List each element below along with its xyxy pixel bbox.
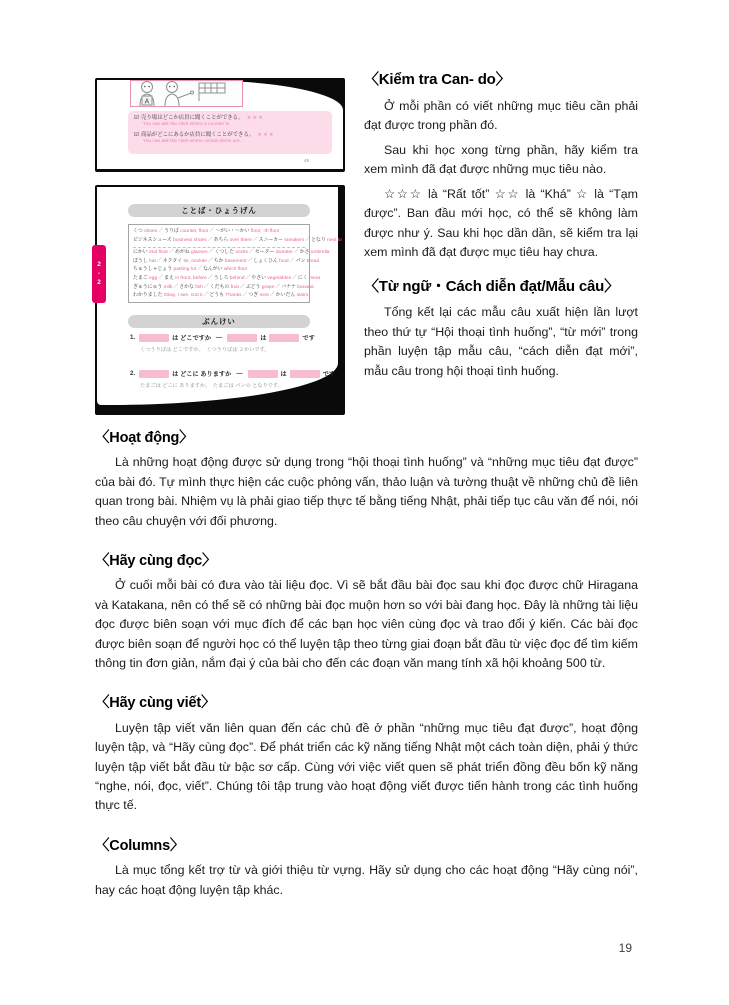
vocab-en: banana	[297, 284, 314, 290]
vocab-en: glasses	[191, 250, 208, 256]
vocab-en: vegetables	[267, 275, 292, 281]
section-title-tu-ngu: 〈Từ ngữ・Cách diễn đạt/Mẫu câu〉	[364, 277, 619, 295]
vocab-jp: くだもの	[209, 284, 231, 290]
lesson-tab: 2-2	[92, 245, 106, 303]
pattern-text: は どこに ありますか	[172, 371, 232, 378]
fill-in-blank	[269, 334, 299, 342]
pattern-text: です	[322, 371, 336, 378]
kotoba-header: ことば・ひょうげん	[128, 204, 310, 217]
pattern-text: は	[280, 371, 287, 378]
vocab-en: food	[279, 258, 289, 264]
vocab-jp: たまご	[133, 275, 150, 281]
vocab-separator: ／	[173, 284, 179, 290]
vocab-en: in front, before	[175, 275, 207, 281]
vocab-separator: ／	[247, 258, 253, 264]
pattern-example: たまごは どこに ありますか。 たまごは パンの となりです。	[140, 383, 283, 389]
vocab-row	[133, 258, 320, 267]
paragraph: Là mục tổng kết trợ từ và giới thiệu từ vựng. Hãy sử dụng cho các hoạt động “Hãy cùng nói”, hay các hoạt động luyện tập khác.	[95, 863, 638, 897]
vocab-jp: なんがい	[202, 267, 224, 273]
vocab-separator: ／	[158, 275, 164, 281]
vocab-separator: ／	[208, 250, 214, 256]
vocab-row	[133, 237, 342, 246]
cartoon-figures-icon	[131, 81, 242, 106]
vocab-row	[133, 292, 309, 301]
vocab-jp: パン	[295, 258, 307, 264]
vocab-en: grape	[261, 284, 275, 290]
vocab-en: floor, -th floor	[250, 229, 280, 234]
textbook-page-surface	[97, 80, 343, 169]
vocab-separator: ／	[275, 284, 281, 290]
page-number: 19	[618, 941, 632, 955]
paragraph: Ở mỗi phần có viết những mục tiêu cần phải đạt được trong phần đó.	[364, 98, 638, 133]
vocab-jp: どうも	[209, 293, 226, 299]
textbook-page-surface	[95, 187, 342, 405]
vocab-jp: ぎゅうにゅう	[133, 284, 164, 290]
pattern-text: は どこですか	[172, 335, 212, 342]
vocab-en: Thanks	[225, 293, 242, 299]
cando-en-text: You can ask the clerk where a counter is.	[143, 122, 231, 128]
textbook-photo-kotoba	[95, 185, 345, 415]
vocab-jp: まえ	[164, 275, 176, 281]
vocab-jp: となり	[311, 237, 328, 243]
vocab-en: milk	[163, 284, 173, 290]
vocab-en: umbrella	[310, 250, 330, 256]
section-columns	[95, 837, 638, 900]
vocab-en: socks	[235, 250, 248, 256]
sentence-pattern-2	[130, 369, 335, 389]
vocab-en: egg	[149, 275, 158, 281]
vocab-jp: かさ	[299, 250, 311, 256]
paragraph: Luyện tập viết văn liên quan đến các chủ đề ở phần “những mục tiêu đạt được”, hoạt động luyện tập, và “Hãy cùng đọc”. Để phát triển các kỹ năng tiếng Nhật một cách toàn diện, phải ý thức luyện tập viết bắt đầu từ bậc sơ cấp. Cùng với việc viết quen sẽ phát triển đồng đều bốn kỹ năng “nghe, nói, đọc, viết”. Chúng tôi tập trung vào hoạt động viết được tiến hành trong các tình huống thực tế.	[95, 720, 638, 813]
vocab-jp: かいだん	[275, 293, 297, 299]
fill-in-blank	[290, 370, 320, 378]
pattern-number: 2.	[130, 370, 136, 377]
paragraph: Ở cuối mỗi bài có đưa vào tài liệu đọc. Vì sẽ bắt đầu bài đọc sau khi đọc được chữ Hiragana và Katakana, nên có thể sẽ có những bài đọc muộn hơn so với bài đang học. Đây là những tài liệu đọc được biên soạn với mục đích để các bạn học viên cùng đọc và trao đổi ý kiến. Các bài đọc được biên soạn để người học có thể luyện tập theo từng giai đoạn bắt đầu từ việc đọc để tìm kiếm thông tin đơn giản, nắm đại ý của bài cho đến các đoạn văn mang tính xã hội khoảng 500 từ.	[95, 578, 638, 670]
vocab-en: bread	[306, 258, 320, 264]
vocab-en: fruit	[230, 284, 239, 290]
vocab-en: next	[259, 293, 269, 299]
cando-item	[134, 114, 326, 129]
paragraph: ☆☆☆ là “Rất tốt” ☆☆ là “Khá” ☆ là “Tạm được”. Ban đầu mới học, có thể sẽ không làm được như ý. Sau khi học dần dần, sẽ kiểm tra lại xem mình đã đạt được mục tiêu hay chưa.	[364, 186, 638, 260]
vocab-en: over there	[229, 237, 252, 243]
vocab-separator: ／	[252, 237, 258, 243]
vocab-separator: ／	[293, 250, 299, 256]
vocab-en: basement	[224, 258, 247, 264]
vocab-jp: やさい	[251, 275, 268, 281]
vocab-jp: しょくひん	[253, 258, 280, 264]
paragraph: Là những hoạt động được sử dụng trong “hội thoại tình huống” và “những mục tiêu đạt được” của bài đó. Tự mình thực hiện các cuộc phỏng vấn, thảo luận và tường thuật về những chủ đề liên quan trong bài. Nhiệm vụ là phải giao tiếp thực tế bằng tiếng Nhật, phải tiếp tục câu văn để nói, nói theo câu chuyện với đối phương.	[95, 455, 638, 528]
fill-in-blank	[248, 370, 278, 378]
vocab-separator: ／	[203, 284, 209, 290]
vocab-separator: ／	[203, 293, 209, 299]
pattern-example: くつうりばは どこですか。 くつうりばは ２かいです。	[140, 347, 270, 353]
vocab-jp: めがね	[174, 250, 192, 256]
vocab-jp: うしろ	[213, 275, 230, 281]
vocab-en: parking lot	[173, 267, 197, 273]
vocab-jp: ちゅうしゃじょう	[133, 267, 174, 273]
vocab-row	[133, 284, 314, 293]
vocab-en: behind	[229, 275, 245, 281]
vocab-jp: ちか	[213, 258, 225, 264]
vocab-jp: ～がい・～かい	[215, 229, 251, 234]
vocab-en: which floor	[223, 267, 248, 273]
section-title: 〈Hãy cùng viết〉	[95, 695, 216, 712]
pattern-line	[130, 369, 335, 378]
vocab-en: sneakers	[284, 237, 305, 243]
vocab-jp: スニーカー	[258, 237, 285, 243]
pattern-text: です	[302, 335, 315, 342]
section-title: 〈Hãy cùng đọc〉	[95, 553, 217, 569]
cando-en-text: You can ask the clerk where certain items are.	[143, 139, 241, 145]
pattern-line	[130, 333, 315, 342]
pattern-dash: —	[236, 370, 243, 377]
sentence-pattern-1	[130, 333, 315, 353]
vocab-row	[133, 275, 320, 284]
vocab-separator: ／	[209, 229, 215, 234]
pattern-text: は	[260, 335, 267, 342]
vocab-separator: ／	[269, 293, 275, 299]
vocab-en: fish	[195, 284, 203, 290]
vocab-row	[133, 228, 305, 237]
vocab-separator: ／	[292, 275, 297, 281]
section-title: 〈Hoạt động〉	[95, 430, 194, 446]
textbook-illustration	[130, 80, 243, 107]
vocab-jp: ぶどう	[245, 284, 262, 290]
vocab-separator: ／	[207, 275, 213, 281]
vocab-jp: うりば	[164, 229, 181, 234]
vocab-en: meat	[309, 275, 320, 281]
cando-jp-text: 商品がどこにあるか店員に聞くことができる。	[141, 132, 255, 139]
vocab-jp: ビジネスシューズ	[133, 237, 173, 243]
section-hay-cung-viet	[95, 694, 638, 815]
vocab-separator: ／	[156, 258, 162, 264]
vocab-en: sweater	[275, 250, 293, 256]
checkbox-checked-icon: ☑	[134, 132, 140, 139]
vocab-separator: ／	[239, 284, 245, 290]
vocab-jp: あちら	[213, 237, 230, 243]
fill-in-blank	[227, 334, 257, 342]
cando-jp-text: 売り場はどこか店員に聞くことができる。	[141, 115, 244, 121]
vocab-separator: ／	[197, 267, 202, 273]
vocab-en: counter, floor	[180, 229, 209, 234]
vocab-en: next to	[327, 237, 342, 243]
vocab-jp: くつした	[214, 250, 236, 256]
illustration-label: A	[144, 98, 150, 106]
checkbox-checked-icon: ☑	[134, 115, 140, 121]
vocab-jp: さかな	[179, 284, 196, 290]
vocab-row	[133, 247, 330, 258]
rating-stars-icon: ★★★	[246, 115, 264, 121]
textbook-photo-cando	[95, 78, 345, 172]
pattern-number: 1.	[130, 334, 136, 341]
vocab-row	[133, 266, 305, 275]
section-title-kiem-tra-cando: 〈Kiểm tra Can- do〉	[364, 71, 511, 88]
bunkei-header: ぶんけい	[128, 315, 310, 328]
vocab-jp: セーター	[254, 250, 276, 256]
fill-in-blank	[139, 334, 169, 342]
rating-stars-icon: ★★★	[257, 132, 275, 139]
vocab-en: tie, necktie	[183, 258, 207, 264]
vocab-separator: ／	[158, 229, 164, 234]
vocab-jp: くつ	[133, 229, 145, 234]
vocab-en: shoes	[144, 229, 158, 234]
vocab-separator: ／	[305, 237, 311, 243]
vocab-en: Okay, I see, Got it	[163, 293, 203, 299]
vocab-jp: ネクタイ	[162, 258, 184, 264]
vocab-separator: ／	[242, 293, 248, 299]
pattern-dash: —	[216, 334, 223, 341]
vocab-separator: ／	[248, 250, 254, 256]
vocab-separator: ／	[169, 250, 174, 256]
section-hoat-dong	[95, 429, 638, 531]
fill-in-blank	[139, 370, 169, 378]
vocab-separator: ／	[207, 237, 213, 243]
vocabulary-box	[128, 224, 342, 303]
vocab-en: business shoes	[173, 237, 207, 243]
vocab-separator: ／	[245, 275, 251, 281]
vocab-jp: バナナ	[281, 284, 298, 290]
vocab-separator: ／	[207, 258, 213, 264]
main-column	[95, 429, 638, 921]
vocab-en: 2nd floor	[149, 250, 169, 256]
vocab-en: hat	[149, 258, 156, 264]
vocab-jp: つぎ	[248, 293, 260, 299]
right-column	[364, 71, 638, 386]
vocab-separator: ／	[289, 258, 295, 264]
section-title: 〈Columns〉	[95, 837, 185, 854]
vocab-en: stairs	[296, 293, 309, 299]
vocab-jp: わかりました	[133, 293, 164, 299]
vocab-jp: にかい	[133, 250, 150, 256]
paragraph: Tổng kết lại các mẫu câu xuất hiện lần lượt theo thứ tự “Hội thoại tình huống”, “từ mới” trong phần luyện tập mẫu câu, “cách diễn đạt mới”, mẫu câu trong hội thoại tình huống.	[364, 305, 638, 378]
vocab-jp: ぼうし	[133, 258, 150, 264]
vocab-jp: にく	[297, 275, 310, 281]
cando-checklist-box	[128, 111, 332, 154]
paragraph: Sau khi học xong từng phần, hãy kiểm tra xem mình đã đạt được những mục tiêu nào.	[364, 142, 638, 177]
sample-page-number: 49	[303, 158, 309, 163]
section-hay-cung-doc	[95, 552, 638, 673]
cando-item	[134, 131, 326, 146]
